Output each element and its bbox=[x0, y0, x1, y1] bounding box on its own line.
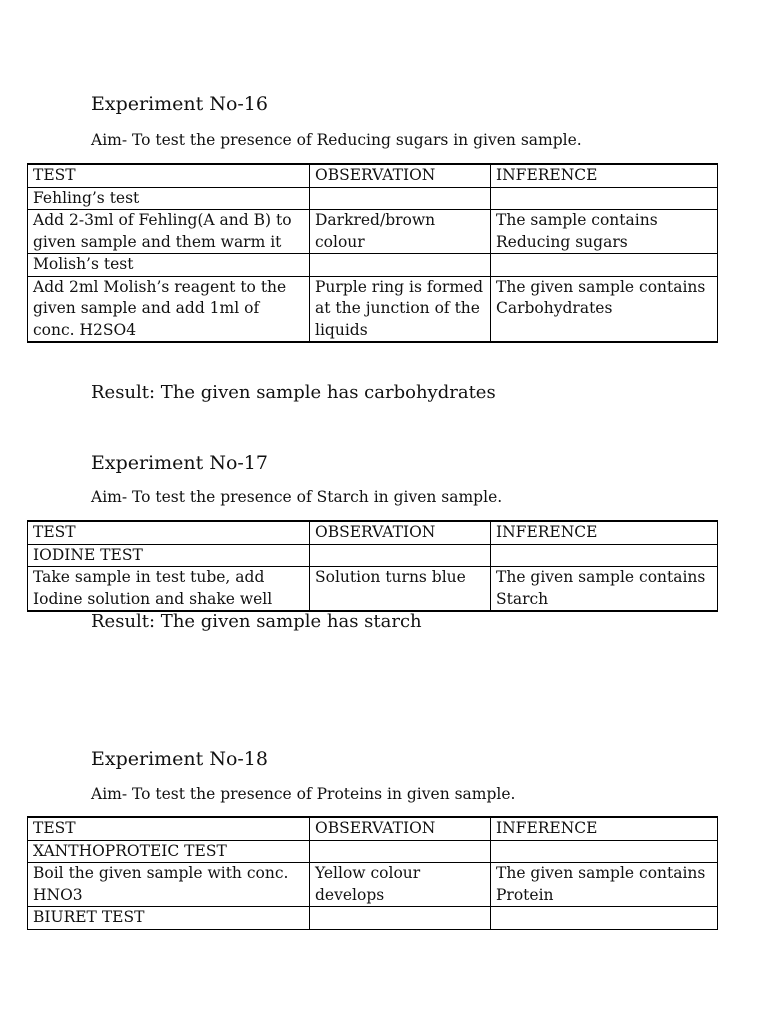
table-row bbox=[28, 254, 718, 277]
table-row bbox=[28, 544, 718, 567]
inference-cell: The given sample contains Starch bbox=[491, 567, 718, 612]
observation-cell bbox=[310, 187, 491, 210]
table-row bbox=[28, 840, 718, 863]
table-row bbox=[28, 863, 718, 907]
test-cell: Molish’s test bbox=[28, 254, 310, 277]
inference-cell bbox=[491, 544, 718, 567]
test-cell: Boil the given sample with conc. HNO3 bbox=[28, 863, 310, 907]
inference-cell bbox=[491, 840, 718, 863]
observation-cell: Yellow colour develops bbox=[310, 863, 491, 907]
experiment-18-aim: Aim- To test the presence of Proteins in given sample. bbox=[91, 785, 516, 803]
experiment-17-result: Result: The given sample has starch bbox=[91, 611, 422, 632]
table-row bbox=[28, 210, 718, 254]
observation-cell: Darkred/brown colour bbox=[310, 210, 491, 254]
table-row bbox=[28, 276, 718, 342]
experiment-18-title: Experiment No-18 bbox=[91, 748, 268, 770]
observation-cell bbox=[310, 840, 491, 863]
test-cell: Add 2-3ml of Fehling(A and B) to given sample and them warm it bbox=[28, 210, 310, 254]
header-observation: OBSERVATION bbox=[310, 817, 491, 840]
table-header-row bbox=[28, 164, 718, 187]
inference-cell bbox=[491, 907, 718, 930]
inference-cell: The sample contains Reducing sugars bbox=[491, 210, 718, 254]
test-cell: Fehling’s test bbox=[28, 187, 310, 210]
table-row bbox=[28, 907, 718, 930]
inference-cell bbox=[491, 254, 718, 277]
inference-cell bbox=[491, 187, 718, 210]
header-test: TEST bbox=[28, 521, 310, 544]
test-cell: Take sample in test tube, add Iodine solution and shake well bbox=[28, 567, 310, 612]
inference-cell: The given sample contains Carbohydrates bbox=[491, 276, 718, 342]
test-cell: BIURET TEST bbox=[28, 907, 310, 930]
table-header-row bbox=[28, 817, 718, 840]
experiment-17-table bbox=[27, 520, 718, 612]
inference-cell: The given sample contains Protein bbox=[491, 863, 718, 907]
test-cell: Add 2ml Molish’s reagent to the given sample and add 1ml of conc. H2SO4 bbox=[28, 276, 310, 342]
test-cell: IODINE TEST bbox=[28, 544, 310, 567]
table-row bbox=[28, 567, 718, 612]
header-inference: INFERENCE bbox=[491, 521, 718, 544]
observation-cell bbox=[310, 254, 491, 277]
experiment-16-aim: Aim- To test the presence of Reducing sugars in given sample. bbox=[91, 131, 582, 149]
header-test: TEST bbox=[28, 817, 310, 840]
header-observation: OBSERVATION bbox=[310, 521, 491, 544]
experiment-16-title: Experiment No-16 bbox=[91, 93, 268, 115]
header-observation: OBSERVATION bbox=[310, 164, 491, 187]
experiment-16-table bbox=[27, 163, 718, 343]
header-inference: INFERENCE bbox=[491, 164, 718, 187]
observation-cell: Purple ring is formed at the junction of the liquids bbox=[310, 276, 491, 342]
experiment-17-title: Experiment No-17 bbox=[91, 452, 268, 474]
observation-cell bbox=[310, 544, 491, 567]
experiment-17-aim: Aim- To test the presence of Starch in given sample. bbox=[91, 488, 503, 506]
header-test: TEST bbox=[28, 164, 310, 187]
observation-cell bbox=[310, 907, 491, 930]
table-header-row bbox=[28, 521, 718, 544]
header-inference: INFERENCE bbox=[491, 817, 718, 840]
table-row bbox=[28, 187, 718, 210]
experiment-18-table bbox=[27, 816, 718, 930]
experiment-16-result: Result: The given sample has carbohydrates bbox=[91, 382, 496, 403]
observation-cell: Solution turns blue bbox=[310, 567, 491, 612]
test-cell: XANTHOPROTEIC TEST bbox=[28, 840, 310, 863]
